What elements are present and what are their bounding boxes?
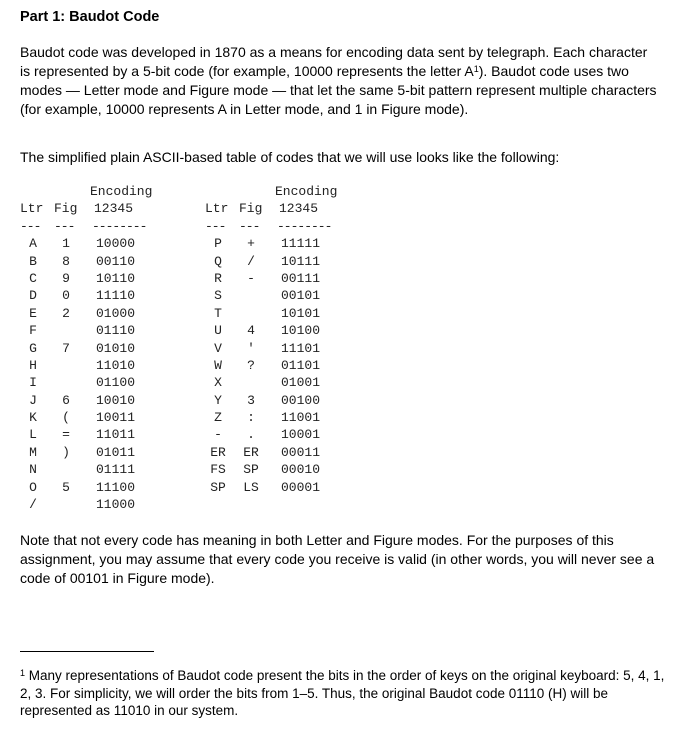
header-fig: Fig [54, 201, 78, 217]
figure-cell [46, 374, 86, 391]
header-encoding: Encoding [275, 184, 338, 199]
encoding-cell: 01010 [96, 340, 136, 356]
figure-cell: . [247, 427, 255, 443]
divider: -------- [277, 218, 332, 234]
figure-cell: : [247, 410, 255, 426]
letter-cell: - [214, 427, 222, 443]
letter-cell: SP [210, 479, 226, 495]
letter-cell: N [29, 462, 37, 478]
figure-cell: = [62, 427, 70, 443]
letter-cell: X [214, 375, 222, 391]
table-row [20, 270, 152, 287]
table-row [205, 444, 337, 461]
table-row [20, 496, 152, 513]
spacer [205, 183, 231, 200]
letter-cell: U [214, 323, 222, 339]
footnote-text: Many representations of Baudot code present the bits in the order of keys on the original keyboard: 5, 4, 1, 2, 3. For simplicity, we will order the bits from 1–5. Thus, the original Baudot code 01110 (H) will be represented as 11010 in our system. [20, 668, 665, 718]
figure-cell: 2 [62, 305, 70, 321]
intro-paragraph [20, 43, 660, 119]
header-row [20, 200, 152, 217]
figure-cell: ) [62, 444, 70, 460]
table-row [20, 322, 152, 339]
divider: --- [54, 218, 75, 234]
encoding-cell: 01111 [96, 462, 136, 478]
figure-cell [46, 322, 86, 339]
table-intro: The simplified plain ASCII-based table of codes that we will use looks like the following: [20, 149, 560, 165]
table-row [20, 461, 152, 478]
encoding-cell: 01011 [96, 444, 136, 460]
figure-cell: SP [243, 462, 259, 478]
header-row [205, 200, 337, 217]
encoding-cell: 00101 [281, 288, 321, 304]
section-title: Part 1: Baudot Code [20, 9, 160, 25]
letter-cell: V [214, 340, 222, 356]
encoding-cell: 01110 [96, 323, 136, 339]
table-row [20, 479, 152, 496]
letter-cell: D [29, 288, 37, 304]
table-row [205, 357, 337, 374]
letter-cell: F [29, 323, 37, 339]
letter-cell: C [29, 270, 37, 286]
encoding-cell: 11100 [96, 479, 136, 495]
table-row [205, 235, 337, 252]
letter-cell: ER [210, 444, 226, 460]
encoding-cell: 10100 [281, 323, 321, 339]
table-row [20, 305, 152, 322]
figure-cell [46, 357, 86, 374]
header-bits: 12345 [279, 201, 319, 217]
table-row [20, 444, 152, 461]
header-encoding: Encoding [90, 184, 153, 199]
figure-cell [231, 374, 271, 391]
letter-cell: H [29, 357, 37, 373]
letter-cell: L [29, 427, 37, 443]
figure-cell [46, 461, 86, 478]
figure-cell [46, 496, 86, 513]
letter-cell: E [29, 305, 37, 321]
encoding-cell: 11111 [281, 236, 321, 252]
letter-cell: / [29, 497, 37, 513]
table-row [205, 305, 337, 322]
encoding-cell: 10001 [281, 427, 321, 443]
figure-cell: ( [62, 410, 70, 426]
figure-cell: ER [243, 444, 259, 460]
table-row [205, 340, 337, 357]
header-fig: Fig [239, 201, 263, 217]
figure-cell: - [247, 270, 255, 286]
encoding-cell: 10101 [281, 305, 321, 321]
table-row [20, 340, 152, 357]
header-ltr: Ltr [20, 201, 44, 217]
figure-cell: + [247, 236, 255, 252]
encoding-cell: 11010 [96, 357, 136, 373]
letter-cell: W [214, 357, 222, 373]
footnote-separator [20, 651, 154, 652]
figure-cell: ? [247, 357, 255, 373]
letter-cell: T [214, 305, 222, 321]
footnote [20, 667, 670, 720]
table-row [205, 322, 337, 339]
figure-cell [231, 305, 271, 322]
footnote-number: 1 [20, 668, 26, 678]
table-row [20, 374, 152, 391]
letter-cell: Q [214, 253, 222, 269]
table-row [205, 409, 337, 426]
spacer [231, 183, 271, 200]
table-row [20, 235, 152, 252]
letter-cell: P [214, 236, 222, 252]
encoding-cell: 00010 [281, 462, 321, 478]
spacer [20, 183, 46, 200]
figure-cell: LS [243, 479, 259, 495]
intro-text-cont: ). Baudot code uses two modes — Letter mode and Figure mode — that let the same 5-bit pattern represent multiple characters (for example, 10000 represents A in Letter mode, and 1 in Figure mode). [20, 63, 657, 117]
letter-cell: M [29, 444, 37, 460]
spacer [46, 183, 86, 200]
intro-text: Baudot code was developed in 1870 as a means for encoding data sent by telegraph. Each character is represented by a 5-bit code (for example, 10000 represents the letter A [20, 44, 648, 79]
table-row [20, 287, 152, 304]
header-bits: 12345 [94, 201, 134, 217]
figure-cell: 0 [62, 288, 70, 304]
code-table-right [205, 183, 337, 496]
letter-cell: Y [214, 392, 222, 408]
figure-cell: 4 [247, 323, 255, 339]
figure-cell: ' [247, 340, 255, 356]
letter-cell: R [214, 270, 222, 286]
encoding-cell: 10111 [281, 253, 321, 269]
header-ltr: Ltr [205, 201, 229, 217]
figure-cell: 5 [62, 479, 70, 495]
figure-cell: 9 [62, 270, 70, 286]
encoding-cell: 11101 [281, 340, 321, 356]
encoding-cell: 10010 [96, 392, 136, 408]
table-row [205, 270, 337, 287]
table-row [20, 426, 152, 443]
table-row [205, 479, 337, 496]
letter-cell: I [29, 375, 37, 391]
encoding-cell: 01101 [281, 357, 321, 373]
encoding-cell: 01000 [96, 305, 136, 321]
figure-cell: 7 [62, 340, 70, 356]
table-row [20, 357, 152, 374]
encoding-cell: 10110 [96, 270, 136, 286]
letter-cell: A [29, 236, 37, 252]
encoding-cell: 01100 [96, 375, 136, 391]
header-encoding-row [20, 183, 152, 200]
table-row [205, 287, 337, 304]
table-row [205, 374, 337, 391]
encoding-cell: 00111 [281, 270, 321, 286]
encoding-cell: 11000 [96, 497, 136, 513]
letter-cell: B [29, 253, 37, 269]
encoding-cell: 11011 [96, 427, 136, 443]
letter-cell: O [29, 479, 37, 495]
figure-cell [231, 287, 271, 304]
footnote-ref[interactable]: 1 [473, 64, 479, 74]
letter-cell: G [29, 340, 37, 356]
encoding-cell: 10011 [96, 410, 136, 426]
encoding-cell: 01001 [281, 375, 321, 391]
table-row [20, 392, 152, 409]
table-row [205, 426, 337, 443]
header-encoding-row [205, 183, 337, 200]
encoding-cell: 11110 [96, 288, 136, 304]
divider: -------- [92, 218, 147, 234]
figure-cell: 3 [247, 392, 255, 408]
figure-cell: 1 [62, 236, 70, 252]
letter-cell: FS [210, 462, 226, 478]
table-row [205, 392, 337, 409]
figure-cell: 6 [62, 392, 70, 408]
encoding-cell: 00110 [96, 253, 136, 269]
letter-cell: K [29, 410, 37, 426]
header-divider [20, 218, 152, 235]
encoding-cell: 00001 [281, 479, 321, 495]
encoding-cell: 00011 [281, 444, 321, 460]
divider: --- [20, 218, 41, 234]
table-row [20, 409, 152, 426]
code-table-left [20, 183, 152, 513]
letter-cell: J [29, 392, 37, 408]
encoding-cell: 11001 [281, 410, 321, 426]
encoding-cell: 00100 [281, 392, 321, 408]
letter-cell: Z [214, 410, 222, 426]
figure-cell: 8 [62, 253, 70, 269]
divider: --- [205, 218, 226, 234]
note-paragraph: Note that not every code has meaning in both Letter and Figure modes. For the purposes of this assignment, you may assume that every code you receive is valid (in other words, you will never see a code of 00101 in Figure mode). [20, 532, 655, 586]
divider: --- [239, 218, 260, 234]
table-row [20, 253, 152, 270]
table-row [205, 461, 337, 478]
figure-cell: / [247, 253, 255, 269]
encoding-cell: 10000 [96, 236, 136, 252]
header-divider [205, 218, 337, 235]
table-row [205, 253, 337, 270]
letter-cell: S [214, 288, 222, 304]
